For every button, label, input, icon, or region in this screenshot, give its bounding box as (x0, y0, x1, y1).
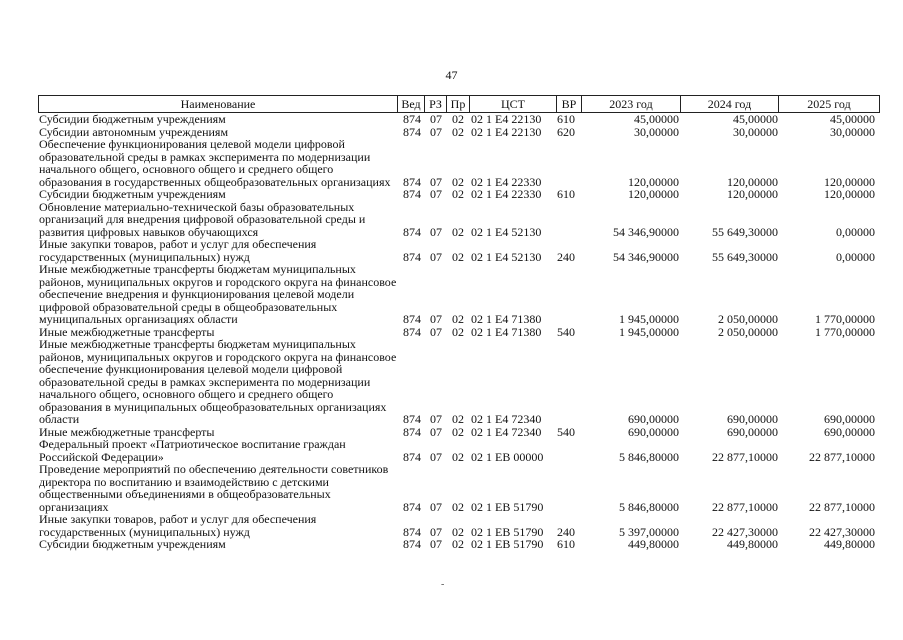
row-name: Иные межбюджетные трансферты бюджетам муниципальных районов, муниципальных округов и городского округа на финансовое обеспечение внедрения и функционирования целевой модели цифровой образовательной среды в общеобразовательных муниципальных организациях области (39, 262, 397, 326)
table-row (38, 513, 880, 538)
table-row (38, 201, 880, 239)
row-ved: 874 (403, 524, 421, 539)
row-name: Иные межбюджетные трансферты бюджетам муниципальных районов, муниципальных округов и городского округа на финансовое обеспечение функционирования целевой модели цифровой образовательной среды в рамках эксперимента по модернизации начального общего, основного общего и среднего общего образования в муниципальных общеобразовательных организациях области (39, 337, 397, 426)
row-amount-2023: 30,00000 (634, 124, 679, 139)
row-cst: 02 1 EB 51790 (471, 537, 544, 551)
row-amount-2023: 1 945,00000 (619, 324, 679, 339)
row-ved: 874 (403, 324, 421, 339)
row-amount-2024: 120,00000 (727, 187, 778, 201)
row-amount-2023: 54 346,90000 (613, 249, 679, 264)
row-amount-2024: 120,00000 (727, 174, 778, 189)
row-vr: 240 (557, 524, 575, 539)
row-ved: 874 (403, 449, 421, 464)
row-cst: 02 1 E4 71380 (471, 312, 542, 326)
row-amount-2023: 54 346,90000 (613, 224, 679, 239)
row-cst: 02 1 E4 22130 (471, 124, 542, 139)
row-rz: 07 (430, 524, 442, 539)
row-pr: 02 (452, 174, 464, 189)
row-name: Субсидии бюджетным учреждениям (39, 537, 226, 551)
row-cst: 02 1 E4 52130 (471, 249, 542, 264)
row-ved: 874 (403, 174, 421, 189)
table-row (38, 463, 880, 513)
row-ved: 874 (403, 124, 421, 139)
table-row (38, 338, 880, 426)
row-pr: 02 (452, 537, 464, 551)
row-amount-2025: 0,00000 (836, 224, 875, 239)
row-amount-2025: 30,00000 (830, 124, 875, 139)
page-mark: - (441, 579, 445, 590)
row-rz: 07 (430, 324, 442, 339)
table-row (38, 188, 880, 201)
row-name: Субсидии бюджетным учреждениям (39, 187, 226, 201)
row-name: Обеспечение функционирования целевой модели цифровой образовательной среды в рамках эксперимента по модернизации начального общего, основного общего и среднего общего образования в государственных общеобразовательных организациях (39, 137, 391, 189)
row-amount-2025: 120,00000 (824, 174, 875, 189)
row-name: Проведение мероприятий по обеспечению деятельности советников директора по воспитанию и взаимодействию с детскими общественными объединениями в общеобразовательных организациях (39, 462, 389, 514)
header-year-2023: 2023 год (609, 97, 653, 111)
row-ved: 874 (403, 412, 421, 426)
row-vr: 240 (557, 249, 575, 264)
row-amount-2025: 690,00000 (824, 424, 875, 439)
row-vr: 620 (557, 124, 575, 139)
row-cst: 02 1 EB 51790 (471, 499, 544, 514)
row-amount-2023: 690,00000 (628, 412, 679, 426)
row-amount-2024: 2 050,00000 (718, 324, 778, 339)
row-rz: 07 (430, 312, 442, 326)
row-pr: 02 (452, 187, 464, 201)
row-pr: 02 (452, 324, 464, 339)
row-vr: 540 (557, 324, 575, 339)
row-ved: 874 (403, 112, 421, 126)
row-cst: 02 1 E4 22130 (471, 112, 542, 126)
table-row (38, 263, 880, 326)
row-name: Иные межбюджетные трансферты (39, 424, 215, 439)
row-amount-2023: 5 397,00000 (619, 524, 679, 539)
row-rz: 07 (430, 537, 442, 551)
row-cst: 02 1 E4 71380 (471, 324, 542, 339)
row-amount-2025: 45,00000 (830, 112, 875, 126)
header-year-2025: 2025 год (807, 97, 851, 111)
row-amount-2024: 22 427,30000 (712, 524, 778, 539)
row-rz: 07 (430, 249, 442, 264)
table-row (38, 138, 880, 188)
row-amount-2025: 0,00000 (836, 249, 875, 264)
row-amount-2024: 55 649,30000 (712, 249, 778, 264)
row-ved: 874 (403, 312, 421, 326)
row-name: Обновление материально-технической базы образовательных организаций для внедрения цифровой образовательной среды и развития цифровых навыков обучающихся (39, 199, 366, 239)
row-pr: 02 (452, 524, 464, 539)
header-pr: Пр (450, 97, 466, 111)
row-ved: 874 (403, 187, 421, 201)
row-pr: 02 (452, 424, 464, 439)
row-rz: 07 (430, 174, 442, 189)
row-ved: 874 (403, 499, 421, 514)
row-amount-2024: 449,80000 (727, 537, 778, 551)
row-amount-2025: 1 770,00000 (815, 312, 875, 326)
row-amount-2023: 120,00000 (628, 174, 679, 189)
row-amount-2024: 30,00000 (733, 124, 778, 139)
row-amount-2023: 1 945,00000 (619, 312, 679, 326)
row-pr: 02 (452, 224, 464, 239)
row-cst: 02 1 E4 72340 (471, 424, 542, 439)
row-amount-2025: 1 770,00000 (815, 324, 875, 339)
row-amount-2023: 45,00000 (634, 112, 679, 126)
row-pr: 02 (452, 112, 464, 126)
row-amount-2024: 22 877,10000 (712, 499, 778, 514)
row-vr: 610 (557, 112, 575, 126)
row-amount-2024: 22 877,10000 (712, 449, 778, 464)
row-amount-2025: 22 877,10000 (809, 449, 875, 464)
row-amount-2024: 690,00000 (727, 412, 778, 426)
row-amount-2023: 449,80000 (628, 537, 679, 551)
row-rz: 07 (430, 112, 442, 126)
row-vr: 540 (557, 424, 575, 439)
row-cst: 02 1 E4 52130 (471, 224, 542, 239)
row-cst: 02 1 EB 51790 (471, 524, 544, 539)
budget-table (38, 95, 880, 551)
row-pr: 02 (452, 312, 464, 326)
row-cst: 02 1 E4 22330 (471, 187, 542, 201)
row-name: Иные межбюджетные трансферты (39, 324, 215, 339)
row-ved: 874 (403, 249, 421, 264)
row-cst: 02 1 E4 22330 (471, 174, 542, 189)
row-amount-2023: 5 846,80000 (619, 499, 679, 514)
row-name: Иные закупки товаров, работ и услуг для обеспечения государственных (муниципальных) нужд (39, 512, 317, 539)
row-amount-2025: 690,00000 (824, 412, 875, 426)
table-header (38, 95, 880, 113)
row-pr: 02 (452, 124, 464, 139)
row-amount-2025: 449,80000 (824, 537, 875, 551)
row-pr: 02 (452, 449, 464, 464)
row-rz: 07 (430, 449, 442, 464)
row-ved: 874 (403, 424, 421, 439)
row-name: Иные закупки товаров, работ и услуг для обеспечения государственных (муниципальных) нужд (39, 237, 317, 264)
table-row (38, 438, 880, 463)
row-rz: 07 (430, 412, 442, 426)
table-row (38, 238, 880, 263)
header-ved: Вед (401, 97, 421, 111)
page-number: 47 (445, 68, 458, 82)
header-year-2024: 2024 год (707, 97, 752, 111)
row-rz: 07 (430, 424, 442, 439)
row-rz: 07 (430, 124, 442, 139)
row-amount-2025: 120,00000 (824, 187, 875, 201)
row-pr: 02 (452, 249, 464, 264)
row-amount-2023: 5 846,80000 (619, 449, 679, 464)
header-name: Наименование (180, 97, 256, 111)
row-rz: 07 (430, 224, 442, 239)
row-ved: 874 (403, 537, 421, 551)
row-cst: 02 1 E4 72340 (471, 412, 542, 426)
row-vr: 610 (557, 537, 575, 551)
row-amount-2025: 22 877,10000 (809, 499, 875, 514)
row-rz: 07 (430, 187, 442, 201)
row-name: Субсидии бюджетным учреждениям (39, 112, 226, 126)
row-pr: 02 (452, 499, 464, 514)
row-amount-2024: 690,00000 (727, 424, 778, 439)
header-rz: РЗ (429, 97, 442, 111)
row-amount-2024: 45,00000 (733, 112, 778, 126)
row-amount-2023: 120,00000 (628, 187, 679, 201)
row-rz: 07 (430, 499, 442, 514)
row-amount-2024: 55 649,30000 (712, 224, 778, 239)
table-row (38, 113, 880, 126)
row-cst: 02 1 EB 00000 (471, 449, 544, 464)
row-ved: 874 (403, 224, 421, 239)
row-amount-2025: 22 427,30000 (809, 524, 875, 539)
table-row (38, 538, 880, 551)
header-vr: ВР (561, 97, 577, 111)
row-vr: 610 (557, 187, 575, 201)
header-cst: ЦСТ (501, 97, 525, 111)
row-pr: 02 (452, 412, 464, 426)
row-amount-2023: 690,00000 (628, 424, 679, 439)
row-name: Федеральный проект «Патриотическое воспитание граждан Российской Федерации» (39, 437, 346, 464)
row-name: Субсидии автономным учреждениям (39, 124, 229, 139)
row-amount-2024: 2 050,00000 (718, 312, 778, 326)
